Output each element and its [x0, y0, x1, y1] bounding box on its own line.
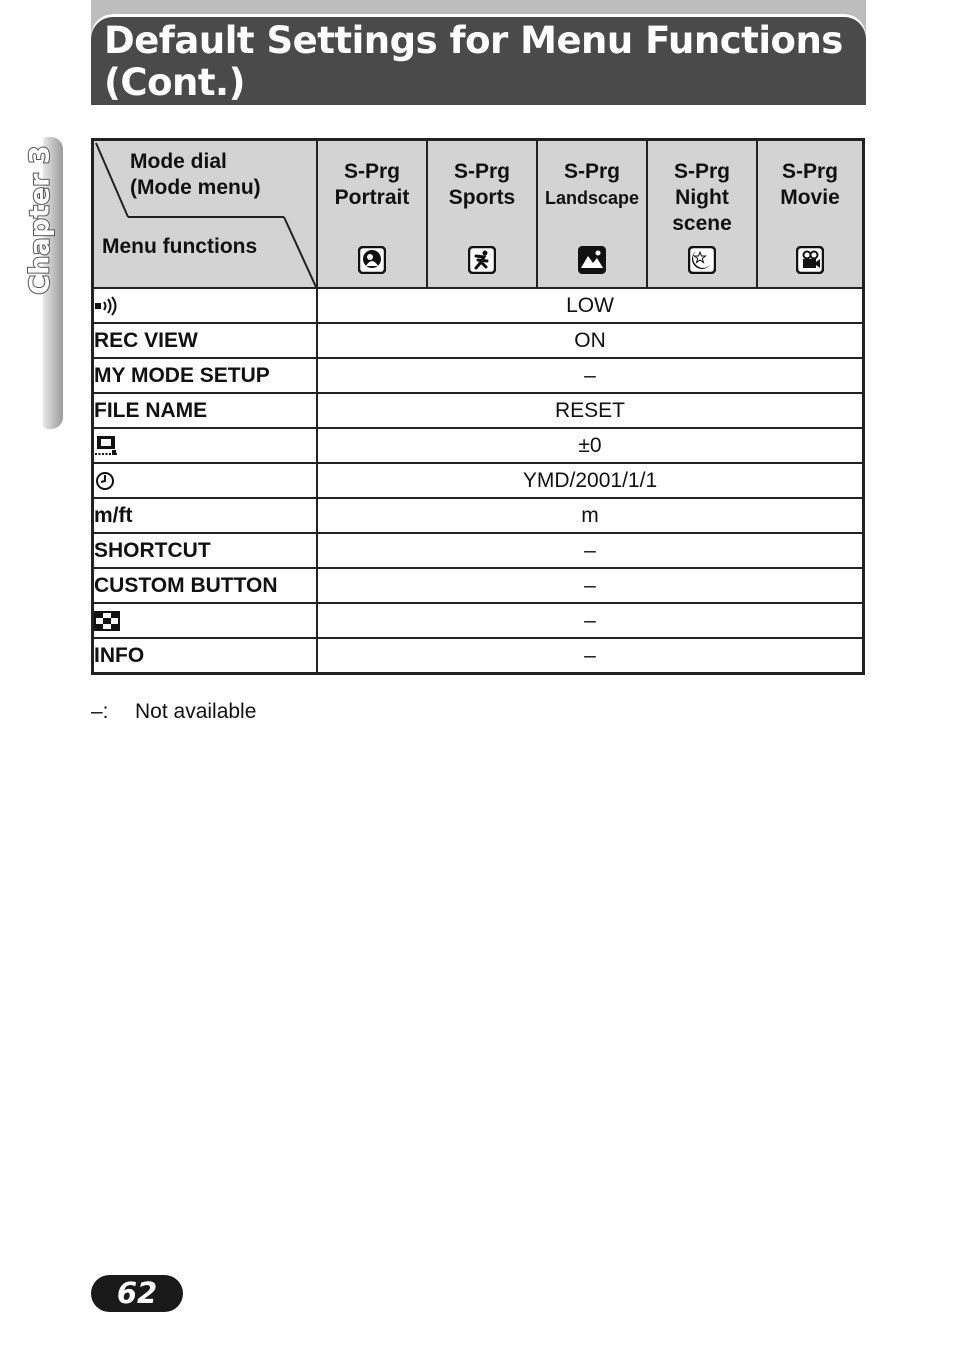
corner-mode-label: [130, 149, 261, 201]
table-corner-header: [93, 140, 318, 289]
column-line2: Landscape: [544, 188, 640, 208]
column-line1: S-Prg: [563, 160, 620, 183]
default-settings-table: [91, 138, 865, 675]
row-label: m/ft: [93, 498, 318, 533]
row-label: MY MODE SETUP: [93, 358, 318, 393]
sports-icon: [468, 246, 496, 274]
row-value: RESET: [317, 393, 864, 428]
page-title: Default Settings for Menu Functions (Cont.): [104, 19, 843, 104]
row-value: –: [317, 638, 864, 674]
table-row: [93, 393, 864, 428]
row-label-pixel-mapping: [93, 603, 318, 638]
footnote: [91, 700, 256, 724]
footnote-symbol: –:: [91, 700, 109, 723]
column-line2: Sports: [448, 186, 516, 209]
row-label: CUSTOM BUTTON: [93, 568, 318, 603]
column-header-landscape: [537, 140, 647, 289]
row-value: LOW: [317, 288, 864, 323]
footnote-text: Not available: [135, 700, 257, 723]
column-line1: S-Prg: [453, 160, 510, 183]
column-header-sports: [427, 140, 537, 289]
table-row: [93, 568, 864, 603]
row-label-monitor: [93, 428, 318, 463]
row-value: ±0: [317, 428, 864, 463]
column-line2: Portrait: [334, 186, 410, 209]
table-row: [93, 638, 864, 674]
row-label: FILE NAME: [93, 393, 318, 428]
row-label: REC VIEW: [93, 323, 318, 358]
row-value: m: [317, 498, 864, 533]
row-value: ON: [317, 323, 864, 358]
table-row: [93, 533, 864, 568]
row-value: –: [317, 603, 864, 638]
mode-dial-label: Mode dial: [130, 150, 227, 173]
row-label: SHORTCUT: [93, 533, 318, 568]
column-line2: Movie: [780, 186, 840, 209]
column-line2: Night: [675, 186, 729, 209]
night-scene-icon: [688, 246, 716, 274]
sound-volume-icon: [94, 296, 120, 316]
table-row: [93, 323, 864, 358]
row-label-clock: [93, 463, 318, 498]
table-row: [93, 603, 864, 638]
column-header-night-scene: [647, 140, 757, 289]
chapter-label: Chapter 3: [24, 145, 56, 295]
portrait-icon: [358, 246, 386, 274]
column-line1: S-Prg: [673, 160, 730, 183]
column-header-portrait: [317, 140, 427, 289]
table-row: [93, 498, 864, 533]
row-value: YMD/2001/1/1: [317, 463, 864, 498]
clock-icon: [94, 470, 116, 492]
movie-icon: [796, 246, 824, 274]
column-line3: scene: [672, 212, 732, 235]
table-header-row: [93, 140, 864, 289]
column-line1: S-Prg: [781, 160, 838, 183]
row-value: –: [317, 533, 864, 568]
row-label: INFO: [93, 638, 318, 674]
table-row: [93, 288, 864, 323]
table-row: [93, 358, 864, 393]
row-label-sound: [93, 288, 318, 323]
table-row: [93, 428, 864, 463]
page-number: 62: [91, 1275, 183, 1312]
monitor-brightness-icon: [94, 435, 118, 457]
column-line1: S-Prg: [343, 160, 400, 183]
column-header-movie: [757, 140, 864, 289]
pixel-mapping-icon: [94, 611, 120, 631]
landscape-icon: [578, 246, 606, 274]
menu-functions-label: Menu functions: [102, 235, 258, 258]
row-value: –: [317, 568, 864, 603]
table-row: [93, 463, 864, 498]
mode-menu-label: (Mode menu): [130, 176, 261, 199]
row-value: –: [317, 358, 864, 393]
